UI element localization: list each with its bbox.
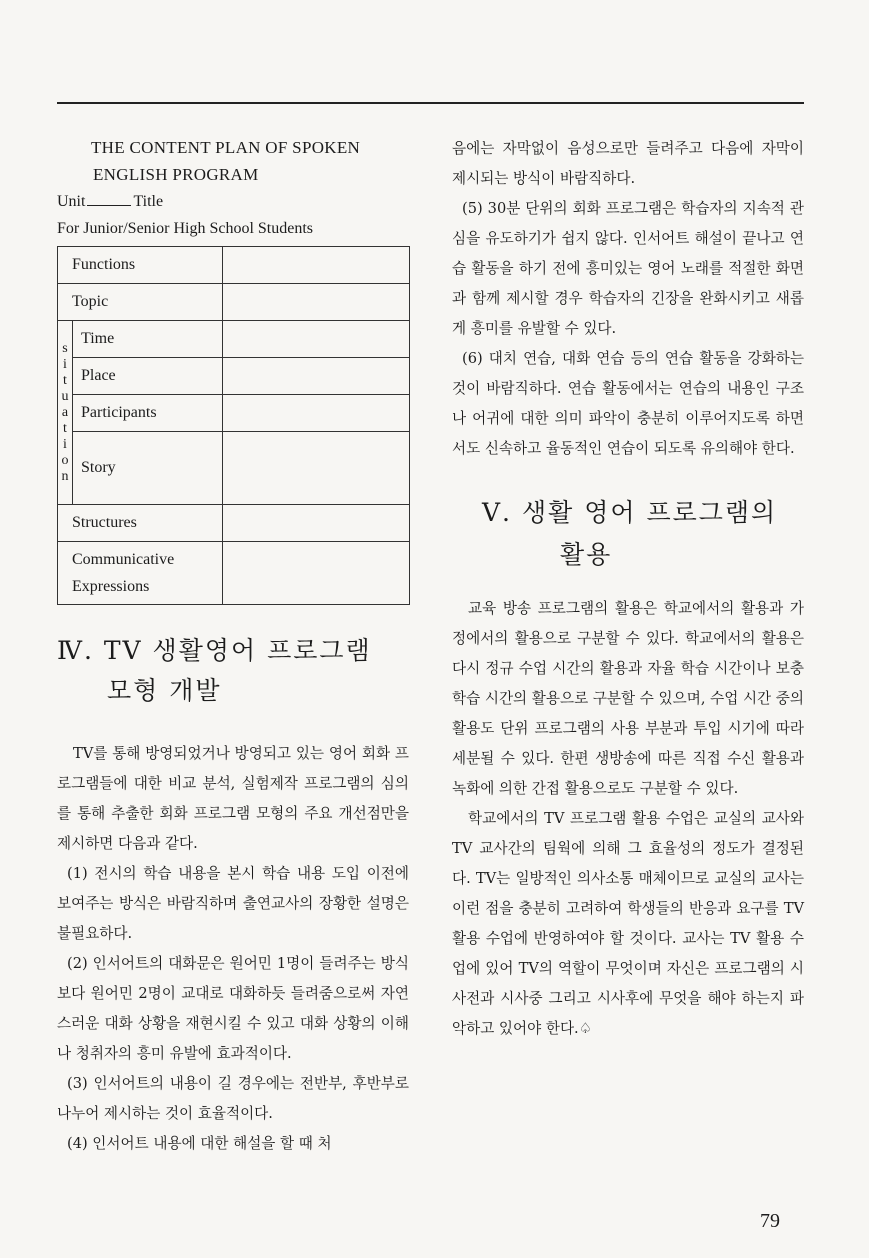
section-4-heading: Ⅳ. TV 생활영어 프로그램 모형 개발 bbox=[57, 636, 372, 705]
section-4-intro: TV를 통해 방영되었거나 방영되고 있는 영어 회화 프로그램들에 대한 비교 분석, 실험제작 프로그램의 심의를 통해 추출한 회화 프로그램 모형의 주요 개선점만을 제시하면 다음과 같다. bbox=[57, 745, 409, 852]
section-4-item-3: (3) 인서어트의 내용이 길 경우에는 전반부, 후반부로 나누어 제시하는 것이 효율적이다. bbox=[57, 1075, 409, 1122]
section-5-paragraph-2: 학교에서의 TV 프로그램 활용 수업은 교실의 교사와 TV 교사간의 팀웍에 의해 그 효율성의 정도가 결정된다. TV는 일방적인 의사소통 매체이므로 교실의 교사는 이런 점을 충분히 고려하여 학생들의 반응과 요구를 TV 활용 수업에 반영하여야 할 것이다. 교사는 TV 활용 수업에 있어 TV의 역할이 무엇이며 자신은 프로그램의 시사전과 시사중 그리고 시사후에 무엇을 해야 하는지 파악하고 있어야 한다.♤ bbox=[452, 810, 804, 1037]
section-4-item-4-start: (4) 인서어트 내용에 대한 해설을 할 때 처 bbox=[67, 1135, 332, 1152]
row-structures: Structures bbox=[58, 505, 410, 542]
header-rule bbox=[57, 102, 804, 104]
row-functions: Functions bbox=[58, 247, 410, 284]
row-topic: Topic bbox=[58, 284, 410, 321]
row-place: Place bbox=[58, 358, 410, 395]
section-4-item-2: (2) 인서어트의 대화문은 원어민 1명이 들려주는 방식보다 원어민 2명이 교대로 대화하듯 들려줌으로써 자연스러운 대화 상황을 재현시킬 수 있고 대화 상황의 이해나 청취자의 흥미 유발에 효과적이다. bbox=[57, 955, 409, 1062]
content-plan-table bbox=[57, 246, 410, 605]
row-time: s i t u a t i o n Time bbox=[58, 321, 410, 358]
section-5-heading: Ⅴ. 생활 영어 프로그램의 활용 bbox=[482, 498, 778, 569]
section-5-paragraph-1: 교육 방송 프로그램의 활용은 학교에서의 활용과 가정에서의 활용으로 구분할 수 있다. 학교에서의 활용은 다시 정규 수업 시간의 활용과 자율 학습 시간이나 보충 학습 시간의 활용으로 구분할 수 있으며, 수업 시간 중의 활용도 단위 프로그램의 사용 부분과 투입 시기에 따라 세분될 수 있다. 한편 생방송에 따른 직접 수신 활용과 녹화에 의한 간접 활용으로도 구분할 수 있다. bbox=[452, 600, 804, 797]
left-column bbox=[57, 134, 409, 1159]
row-communicative-expressions: Communicative Expressions bbox=[58, 542, 410, 605]
situation-label: s i t u a t i o n bbox=[58, 321, 73, 505]
page-number: 79 bbox=[760, 1210, 780, 1232]
plan-title: THE CONTENT PLAN OF SPOKEN ENGLISH PROGRAM bbox=[91, 138, 361, 184]
end-mark-icon: ♤ bbox=[578, 1020, 592, 1037]
row-participants: Participants bbox=[58, 395, 410, 432]
section-4-item-5: (5) 30분 단위의 회화 프로그램은 학습자의 지속적 관심을 유도하기가 쉽지 않다. 인서어트 해설이 끝나고 연습 활동을 하기 전에 흥미있는 영어 노래를 적절한 화면과 함께 제시할 경우 학습자의 긴장을 완화시키고 새롭게 흥미를 유발할 수 있다. bbox=[452, 200, 804, 337]
unit-title-line: Unit Title bbox=[57, 193, 164, 210]
section-4-item-1: (1) 전시의 학습 내용을 본시 학습 내용 도입 이전에 보여주는 방식은 바람직하며 출연교사의 장황한 설명은 불필요하다. bbox=[57, 865, 409, 942]
section-4-item-6: (6) 대치 연습, 대화 연습 등의 연습 활동을 강화하는 것이 바람직하다. 연습 활동에서는 연습의 내용인 구조나 어귀에 대한 의미 파악이 충분히 이루어지도록 하면서도 신속하고 율동적인 연습이 되도록 유의해야 한다. bbox=[452, 350, 804, 457]
right-column bbox=[452, 134, 804, 1044]
row-story: Story bbox=[58, 432, 410, 505]
target-students-line: For Junior/Senior High School Students bbox=[57, 220, 314, 237]
section-4-item-4-continued: 음에는 자막없이 음성으로만 들려주고 다음에 자막이 제시되는 방식이 바람직하다. bbox=[452, 140, 804, 187]
